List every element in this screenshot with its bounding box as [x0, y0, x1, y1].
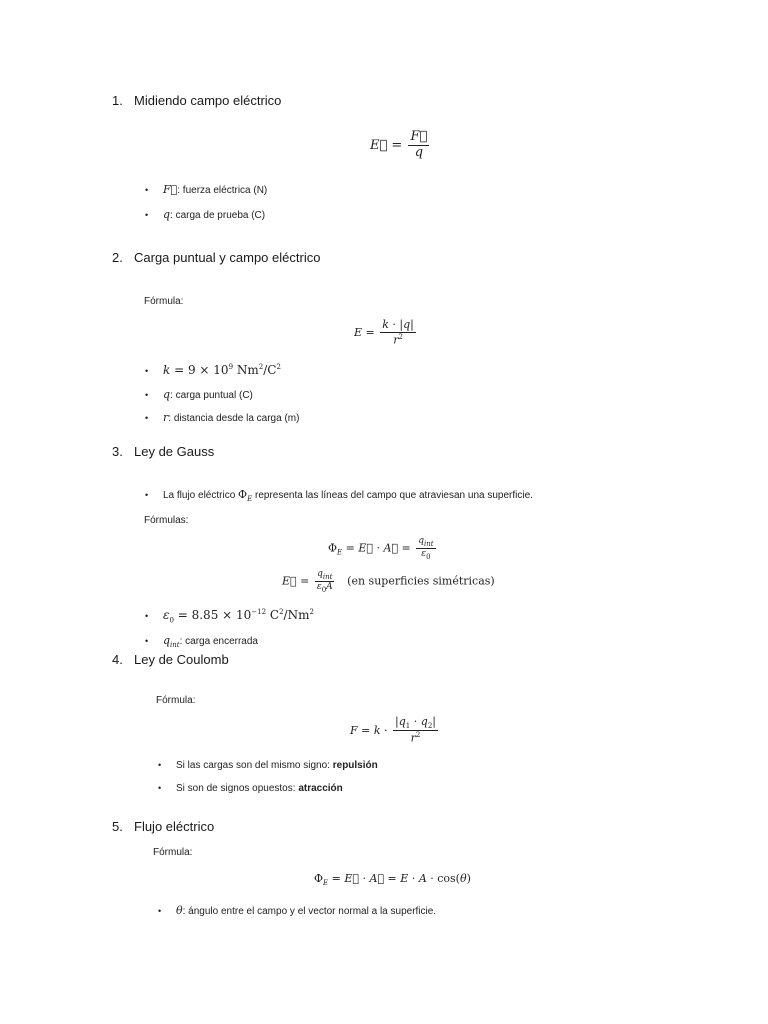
section-title: Ley de Coulomb: [134, 652, 229, 667]
section-2-heading: [112, 250, 320, 265]
section-number: 5.: [112, 819, 123, 834]
formula-electric-field: E⃗ = $\frac{F⃗}{q}$: [370, 129, 428, 160]
section-title: Ley de Gauss: [134, 444, 215, 459]
section-number: 4.: [112, 652, 123, 667]
formula-coulomb: F = k · $\frac{|q_1 \cdot q_2|}{r^2}$: [350, 715, 436, 745]
bullet-k-constant: • $k = 9 \times 10^9$ $Nm^2/C^2$: [145, 363, 281, 377]
section-3-heading: [112, 444, 214, 459]
section-title: Flujo eléctrico: [134, 819, 215, 834]
formula-label: Fórmulas:: [144, 515, 189, 526]
section-4-heading: [112, 652, 229, 667]
bullet-repulsion: • Si las cargas son del mismo signo: repulsión: [158, 760, 378, 771]
section-number: 3.: [112, 444, 123, 459]
formula-point-charge: E = $\frac{k \cdot |q|}{r^2}$: [354, 318, 414, 347]
bullet-flux-intro: • La flujo eléctrico $\Phi_E$ representa las líneas del campo que atraviesan una superficie.: [145, 488, 533, 504]
bullet-test-charge: • q: carga de prueba (C): [145, 208, 266, 221]
bullet-attraction: • Si son de signos opuestos: atracción: [158, 783, 343, 794]
formula-label: Fórmula:: [153, 847, 193, 858]
formula-label: Fórmula:: [156, 695, 196, 706]
section-1-heading: [112, 93, 281, 108]
formula-electric-flux: $\Phi_E$ = E⃗ · A⃗ = E · A · cos(θ): [314, 872, 471, 888]
section-title: Midiendo campo eléctrico: [134, 93, 282, 108]
section-title: Carga puntual y campo eléctrico: [134, 250, 321, 265]
formula-gauss-flux: $\Phi_E$ = E⃗ · A⃗ = $\frac{q_{int}}{\varepsilon_0}$: [328, 536, 434, 561]
bullet-angle: • θ: ángulo entre el campo y el vector normal a la superficie.: [158, 904, 437, 917]
section-5-heading: [112, 819, 214, 834]
bullet-epsilon: • $\varepsilon_0 = 8.85 \times 10^{-12}$ $C^2/Nm^2$: [145, 608, 314, 625]
formula-note: (en superficies simétricas): [347, 574, 495, 588]
formula-gauss-field: E⃗ = $\frac{q_{int}}{\varepsilon_0A}$ (en superficies simétricas): [282, 569, 495, 594]
bullet-distance: • r: distancia desde la carga (m): [145, 411, 300, 424]
section-number: 2.: [112, 250, 123, 265]
bullet-point-charge: • q: carga puntual (C): [145, 388, 253, 401]
bullet-force: • F⃗: fuerza eléctrica (N): [145, 183, 268, 196]
bullet-enclosed-charge: • $q_{int}$: carga encerrada: [145, 634, 258, 650]
formula-label: Fórmula:: [144, 296, 184, 307]
section-number: 1.: [112, 93, 123, 108]
